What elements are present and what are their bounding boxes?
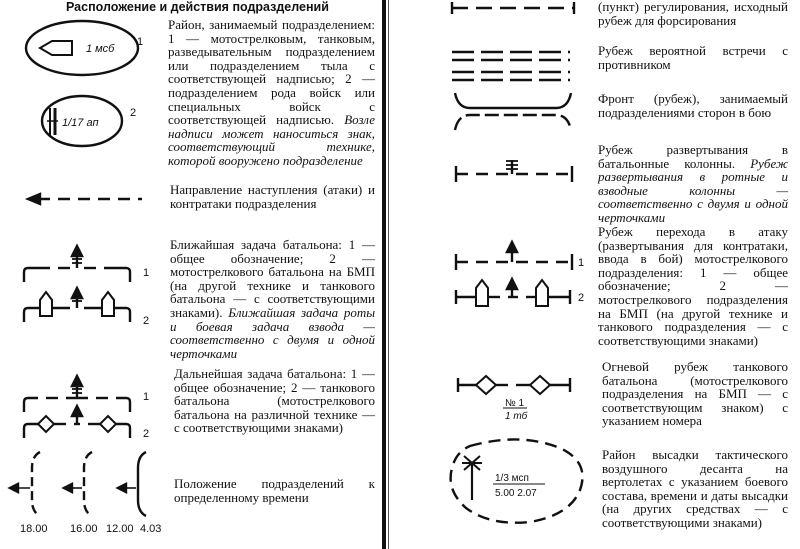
- position-time-4: 4.03: [140, 523, 162, 535]
- meeting-line-sign: [452, 52, 570, 80]
- regulation-line-sign: [452, 2, 574, 14]
- attack-line-num-2: 2: [578, 292, 585, 304]
- deploy-line-text: Рубеж развертывания в батальонные колонны.: [598, 142, 788, 171]
- unit-area-num-2: 2: [130, 107, 137, 119]
- unit-area-label-2: 1/17 ап: [62, 117, 99, 129]
- immediate-task-sign-2: [24, 288, 149, 327]
- attack-line-text: Рубеж перехода в атаку (развертывания для контратаки, ввода в бой) мотострелкового подразделения: 1 — общее обозначение; 2 — мотострелкового подразделения на БМП (на другой технике и танкового подразделения — с соответствующими знаками): [598, 224, 788, 348]
- area-italic: Возле надписи может наноситься знак, соответствующий технике, которой вооружено подразделение: [168, 112, 375, 168]
- immediate-task-num-2: 2: [143, 315, 150, 327]
- landing-area-label-top: 1/3 мсп: [495, 473, 529, 484]
- attack-line-sign-2: [456, 279, 584, 306]
- deploy-line-italic: Рубеж развертывания в ротные и взводные колонны — соответственно с двумя и одной черточками: [598, 155, 788, 225]
- subsequent-task-text: Дальнейшая задача батальона: 1 — общее обозначение; 2 — танкового батальона (мотострелкового батальона на различной технике — с соответствующими знаками): [174, 366, 375, 436]
- fire-line-sign: [458, 376, 570, 422]
- area-text: Район, занимаемый подразделением: 1 — мотострелковым, танковым, разведывательным подразделением или подразделением тыла с соответствующей надписью; 2 — подразделением рода войск или специальных войск с соответствующей надписью.: [168, 17, 375, 128]
- regulation-text: (пункт) регулирования, исходный рубеж для форсирования: [598, 0, 788, 28]
- landing-area-sign: [451, 439, 583, 522]
- immediate-task-text: Ближайшая задача батальона: 1 — общее обозначение; 2 — мотострелкового батальона на БМП (на другой технике и танкового батальона — с соответствующими знаками).: [170, 237, 375, 320]
- immediate-task-sign-1: [24, 246, 149, 282]
- attack-line-sign-1: [456, 242, 584, 270]
- landing-area-label-bottom: 5.00 2.07: [495, 488, 537, 499]
- unit-area-sign-2: [42, 96, 136, 146]
- fire-line-label-top: № 1: [505, 398, 525, 409]
- fire-line-text: Огневой рубеж танкового батальона (мотострелкового подразделения на БМП — с соответствующим знаком) с указанием номера: [602, 359, 788, 429]
- front-line-sign: [455, 93, 571, 130]
- subsequent-task-sign-1: [24, 376, 149, 412]
- subsequent-task-num-1: 1: [143, 391, 150, 403]
- immediate-task-italic: Ближайшая задача роты и боевая задача взвода — соответственно с двумя и одной черточками: [170, 304, 376, 361]
- unit-area-num-1: 1: [137, 36, 144, 48]
- immediate-task-num-1: 1: [143, 267, 150, 279]
- subsequent-task-num-2: 2: [143, 428, 150, 440]
- position-time-2: 16.00: [70, 523, 98, 535]
- landing-area-text: Район высадки тактического воздушного десанта на вертолетах с указанием боевого состава, времени и даты высадки (на других средствах — с соответствующими знаками): [602, 447, 788, 530]
- unit-area-label-1: 1 мсб: [86, 43, 115, 55]
- attack-line-num-1: 1: [578, 257, 585, 269]
- position-text: Положение подразделений к определенному времени: [174, 476, 375, 505]
- advance-text: Направление наступления (атаки) и контратаки подразделения: [170, 182, 375, 211]
- unit-area-sign-1: [26, 21, 143, 75]
- position-sign: [10, 452, 161, 535]
- page-header: Расположение и действия подразделений: [66, 0, 329, 14]
- advance-arrow-sign: [28, 194, 142, 204]
- fire-line-label-bottom: 1 тб: [505, 411, 528, 422]
- deploy-line-sign: [456, 160, 572, 182]
- position-time-1: 18.00: [20, 523, 48, 535]
- position-time-3: 12.00: [106, 523, 134, 535]
- front-text: Фронт (рубеж), занимаемый подразделениями сторон в бою: [598, 91, 788, 120]
- meeting-line-text: Рубеж вероятной встречи с противником: [598, 43, 788, 72]
